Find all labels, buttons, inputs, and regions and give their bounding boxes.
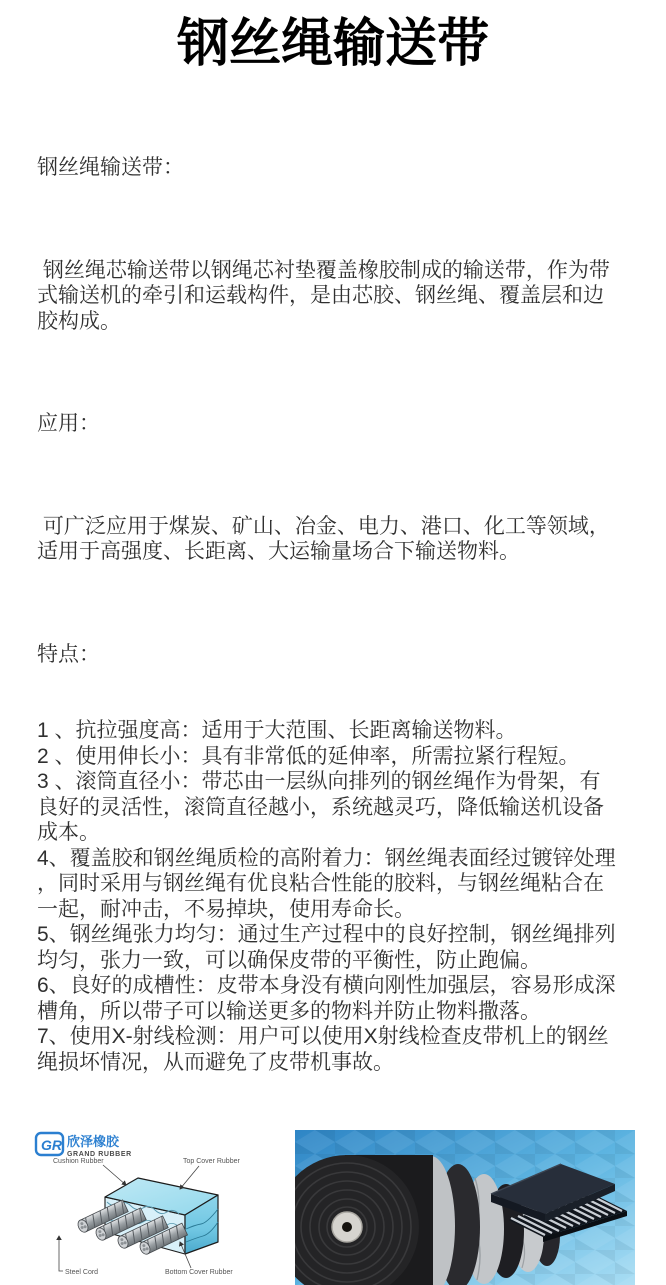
- body-text: [0, 74, 621, 1126]
- belt-structure-diagram: [33, 1130, 245, 1282]
- images-row: [33, 1130, 666, 1285]
- features-label: 特点：: [37, 642, 100, 666]
- logo-monogram: GR: [41, 1137, 62, 1153]
- steel-cord-label: Steel Cord: [65, 1269, 99, 1276]
- feature-item: 5、钢丝绳张力均匀：通过生产过程中的良好控制，钢丝绳排列均匀，张力一致，可以确保皮带的平衡性，防止跑偏。: [37, 923, 616, 972]
- intro-label: 钢丝绳输送带：: [37, 156, 184, 179]
- application-label: 应用：: [37, 412, 100, 435]
- feature-item: 1 、抗拉强度高：适用于大范围、长距离输送物料。: [37, 719, 517, 742]
- belt-photo: [295, 1130, 635, 1285]
- logo-name-cn: 欣泽橡胶: [67, 1134, 120, 1149]
- intro-paragraph: 钢丝绳芯输送带以钢绳芯衬垫覆盖橡胶制成的输送带，作为带式输送机的牵引和运载构件，是由芯胶、钢丝绳、覆盖层和边胶构成。: [37, 258, 610, 333]
- feature-item: 2 、使用伸长小：具有非常低的延伸率，所需拉紧行程短。: [37, 744, 580, 768]
- bottom-cover-rubber-label: Bottom Cover Rubber: [165, 1269, 233, 1276]
- logo-name-en: GRAND RUBBER: [67, 1151, 132, 1158]
- page-root: [0, 14, 666, 1276]
- application-paragraph: 可广泛应用于煤炭、矿山、冶金、电力、港口、化工等领域，适用于高强度、长距离、大运输量场合下输送物料。: [37, 514, 610, 563]
- feature-item: 3 、滚筒直径小：带芯由一层纵向排列的钢丝绳作为骨架，有良好的灵活性，滚筒直径越小，系统越灵巧，降低输送机设备成本。: [37, 770, 604, 844]
- gr-logo: [36, 1133, 132, 1158]
- features-list: [37, 718, 621, 1075]
- cushion-rubber-label: Cushion Rubber: [53, 1158, 104, 1165]
- feature-item: 7、使用X-射线检测：用户可以使用X射线检查皮带机上的钢丝绳损坏情况，从而避免了皮带机事故。: [37, 1025, 609, 1074]
- top-cover-rubber-label: Top Cover Rubber: [183, 1158, 240, 1165]
- feature-item: 4、覆盖胶和钢丝绳质检的高附着力：钢丝绳表面经过镀锌处理，同时采用与钢丝绳有优良粘合性能的胶料，与钢丝绳粘合在一起，耐冲击，不易掉块，使用寿命长。: [37, 846, 616, 921]
- page-title: 钢丝绳输送带: [176, 15, 489, 73]
- feature-item: 6、良好的成槽性：皮带本身没有横向刚性加强层，容易形成深槽角，所以带子可以输送更多的物料并防止物料撒落。: [37, 974, 616, 1023]
